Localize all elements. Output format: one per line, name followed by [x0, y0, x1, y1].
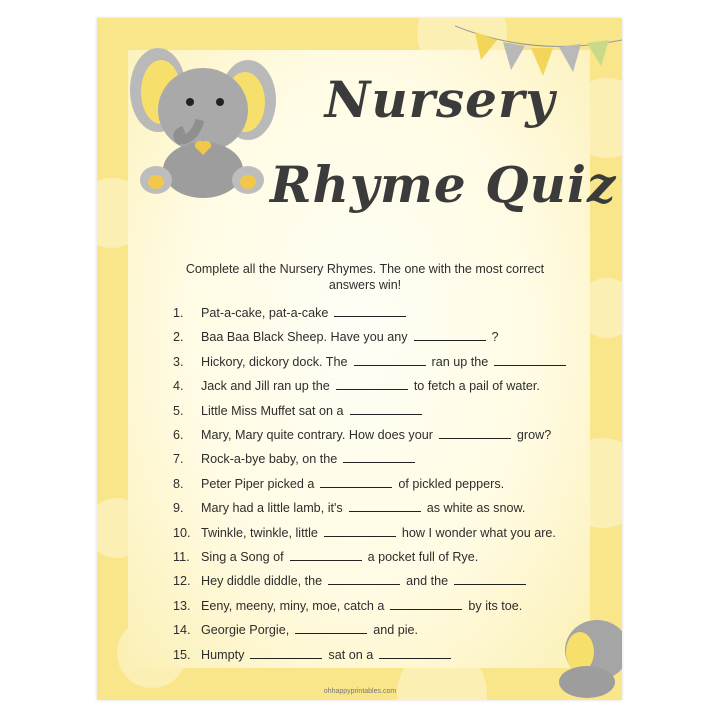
- question-text: to fetch a pail of water.: [413, 379, 540, 394]
- question-number: 8.: [173, 476, 184, 491]
- question-number: 7.: [173, 452, 184, 467]
- question-text: ran up the: [431, 354, 489, 369]
- question-text: Humpty: [201, 647, 245, 662]
- answer-blank[interactable]: [324, 526, 396, 537]
- answer-blank[interactable]: [494, 355, 566, 366]
- question-item: [173, 329, 499, 345]
- answer-blank[interactable]: [295, 623, 367, 634]
- question-item: [173, 354, 572, 370]
- instructions: Complete all the Nursery Rhymes. The one with the most correct answers win!: [185, 262, 545, 292]
- question-text: Mary, Mary quite contrary. How does your: [201, 428, 433, 442]
- question-item: [173, 403, 428, 419]
- footer-website: ohhappyprintables.com: [323, 688, 397, 695]
- question-item: [173, 305, 412, 321]
- title-line-2: Rhyme Quiz: [270, 155, 617, 214]
- question-item: [173, 451, 421, 467]
- question-number: 11.: [173, 550, 190, 564]
- question-item: [173, 378, 540, 394]
- question-item: [173, 647, 457, 663]
- answer-blank[interactable]: [290, 550, 362, 561]
- answer-blank[interactable]: [350, 404, 422, 415]
- question-number: 5.: [173, 403, 184, 418]
- question-number: 6.: [173, 428, 184, 442]
- question-text: Georgie Porgie,: [201, 623, 290, 638]
- question-item: [173, 500, 525, 516]
- question-text: as white as snow.: [426, 501, 526, 516]
- question-number: 4.: [173, 379, 184, 394]
- question-text: Little Miss Muffet sat on a: [201, 403, 344, 418]
- question-number: 12.: [173, 574, 191, 589]
- question-item: [173, 622, 418, 638]
- question-text: Baa Baa Black Sheep. Have you any: [201, 330, 408, 345]
- answer-blank[interactable]: [414, 330, 486, 341]
- answer-blank[interactable]: [343, 452, 415, 463]
- question-text: how I wonder what you are.: [401, 525, 556, 540]
- question-item: [173, 598, 522, 614]
- question-text: Rock-a-bye baby, on the: [201, 452, 338, 467]
- question-text: Sing a Song of: [201, 550, 284, 564]
- question-text: and pie.: [373, 623, 419, 638]
- question-text: Hey diddle diddle, the: [201, 574, 323, 589]
- question-item: [173, 573, 532, 589]
- question-item: [173, 525, 556, 541]
- question-text: Mary had a little lamb, it's: [201, 501, 343, 516]
- question-text: by its toe.: [468, 598, 523, 613]
- answer-blank[interactable]: [379, 648, 451, 659]
- sleeping-elephant-illustration: [552, 610, 622, 700]
- question-item: [173, 549, 478, 565]
- question-text: sat on a: [328, 647, 374, 662]
- question-number: 3.: [173, 354, 184, 369]
- answer-blank[interactable]: [250, 648, 322, 659]
- question-number: 10.: [173, 525, 191, 540]
- answer-blank[interactable]: [354, 355, 426, 366]
- question-text: and the: [406, 574, 449, 589]
- question-item: [173, 476, 504, 492]
- question-item: [173, 427, 551, 443]
- answer-blank[interactable]: [439, 428, 511, 439]
- question-text: ?: [491, 330, 499, 345]
- question-text: a pocket full of Rye.: [367, 550, 479, 564]
- question-number: 15.: [173, 647, 191, 662]
- answer-blank[interactable]: [334, 306, 406, 317]
- question-number: 9.: [173, 501, 184, 516]
- question-text: Peter Piper picked a: [201, 476, 315, 491]
- question-number: 2.: [173, 330, 184, 345]
- question-text: Eeny, meeny, miny, moe, catch a: [201, 598, 385, 613]
- answer-blank[interactable]: [320, 477, 392, 488]
- question-text: of pickled peppers.: [398, 476, 505, 491]
- question-text: Jack and Jill ran up the: [201, 379, 330, 394]
- question-text: Twinkle, twinkle, little: [201, 525, 318, 540]
- elephant-illustration: [128, 30, 278, 200]
- question-number: 1.: [173, 306, 184, 320]
- answer-blank[interactable]: [349, 501, 421, 512]
- question-text: grow?: [516, 428, 552, 442]
- question-number: 14.: [173, 623, 191, 638]
- answer-blank[interactable]: [328, 574, 400, 585]
- question-text: Pat-a-cake, pat-a-cake: [201, 306, 329, 320]
- answer-blank[interactable]: [336, 379, 408, 390]
- question-text: Hickory, dickory dock. The: [201, 354, 348, 369]
- title-line-1: Nursery: [324, 70, 556, 129]
- answer-blank[interactable]: [454, 574, 526, 585]
- answer-blank[interactable]: [390, 599, 462, 610]
- question-number: 13.: [173, 598, 191, 613]
